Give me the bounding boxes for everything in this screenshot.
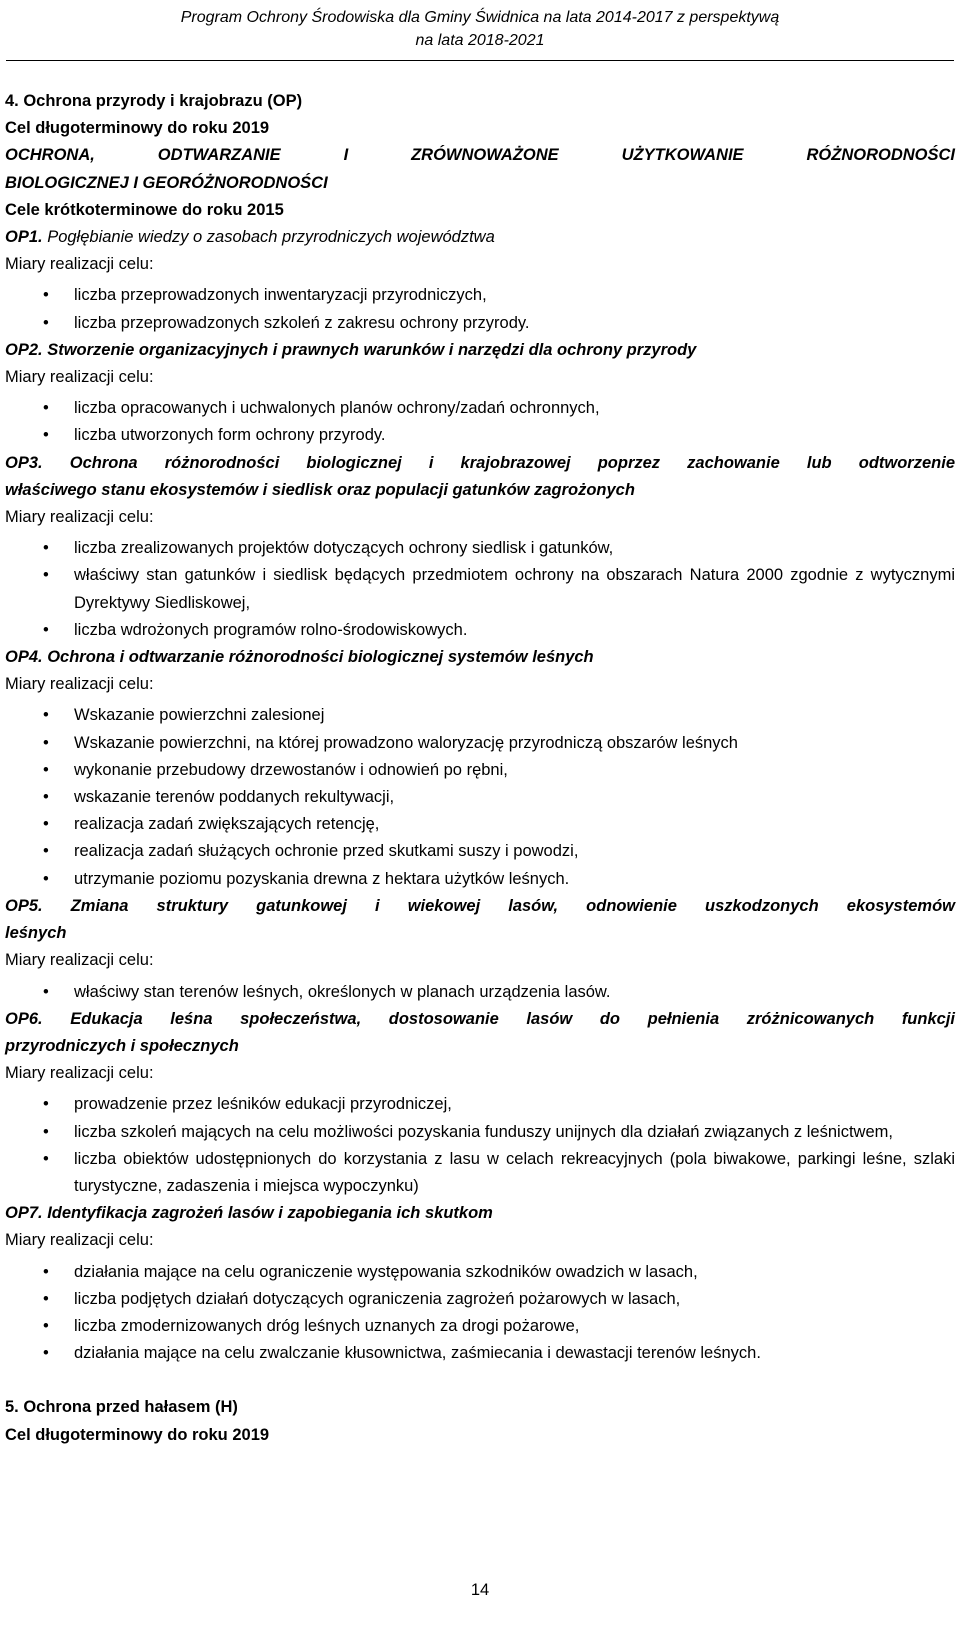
- bullet-icon: •: [43, 733, 49, 752]
- document-header: [0, 6, 960, 52]
- bullet-icon: •: [43, 1095, 49, 1114]
- goal-op6-title-line-1: Edukacja leśna społeczeństwa, dostosowanie lasów do pełnienia zróżnicowanych funkcji: [70, 1009, 955, 1028]
- goal-op3-code: OP3.: [5, 453, 43, 472]
- list-item: • liczba zmodernizowanych dróg leśnych uznanych za drogi pożarowe,: [5, 1313, 955, 1340]
- list-item: • realizacja zadań zwiększających retencję,: [5, 811, 955, 838]
- goal-op3-title-line-2: właściwego stanu ekosystemów i siedlisk oraz populacji gatunków zagrożonych: [5, 480, 635, 499]
- section-4-long-term-label: Cel długoterminowy do roku 2019: [5, 119, 270, 138]
- section-4-title: 4. Ochrona przyrody i krajobrazu (OP): [5, 92, 303, 110]
- goal-op7-code: OP7.: [5, 1204, 43, 1223]
- goal-op6-heading: [5, 1006, 955, 1033]
- goal-op4-code: OP4.: [5, 648, 43, 667]
- list-item: • liczba przeprowadzonych szkoleń z zakresu ochrony przyrody.: [5, 310, 955, 337]
- bullet-icon: •: [43, 539, 49, 558]
- bullet-icon: •: [43, 1262, 49, 1281]
- bullet-icon: •: [43, 426, 49, 445]
- bullet-icon: •: [43, 869, 49, 888]
- goal-op1-title: Pogłębianie wiedzy o zasobach przyrodniczych województwa: [47, 228, 495, 247]
- goal-op2-code: OP2.: [5, 340, 43, 359]
- page-number: 14: [470, 1581, 490, 1599]
- bullet-icon: •: [43, 1149, 49, 1168]
- goal-op4-heading: [5, 644, 955, 671]
- bullet-icon: •: [43, 620, 49, 639]
- goal-op7-measures-label: Miary realizacji celu:: [5, 1231, 154, 1250]
- bullet-icon: •: [43, 706, 49, 725]
- goal-op3-measures-list: [5, 531, 955, 644]
- list-item: • prowadzenie przez leśników edukacji przyrodniczej,: [5, 1091, 955, 1118]
- header-line-2: na lata 2018-2021: [415, 32, 545, 49]
- section-spacer: [5, 1367, 955, 1394]
- header-divider: [6, 60, 954, 61]
- goal-op1-heading: [5, 224, 955, 251]
- bullet-icon: •: [43, 286, 49, 305]
- list-item: • liczba obiektów udostępnionych do korzystania z lasu w celach rekreacyjnych (pola biwakowe, parkingi leśne, szlaki turystyczne, zadaszenia i miejsca wypoczynku): [5, 1146, 955, 1200]
- goal-op4-measures-list: [5, 698, 955, 892]
- goal-op5-measures-label: Miary realizacji celu:: [5, 951, 154, 970]
- document-body: [5, 88, 955, 1449]
- list-item: • liczba utworzonych form ochrony przyrody.: [5, 422, 955, 449]
- bullet-icon: •: [43, 1289, 49, 1308]
- section-4-long-term-goal-line-1: OCHRONA, ODTWARZANIE I ZRÓWNOWAŻONE UŻYTKOWANIE RÓŻNORODNOŚCI: [5, 146, 955, 165]
- bullet-icon: •: [43, 399, 49, 418]
- goal-op3-measures-label: Miary realizacji celu:: [5, 508, 154, 527]
- goal-op5-title-line-2: leśnych: [5, 924, 67, 943]
- goal-op2-measures-list: [5, 391, 955, 449]
- bullet-icon: •: [43, 788, 49, 807]
- bullet-icon: •: [43, 982, 49, 1001]
- bullet-icon: •: [43, 313, 49, 332]
- goal-op7-heading: [5, 1200, 955, 1227]
- list-item: • liczba szkoleń mających na celu możliwości pozyskania funduszy unijnych dla działań związanych z leśnictwem,: [5, 1119, 955, 1146]
- list-item: • liczba podjętych działań dotyczących ograniczenia zagrożeń pożarowych w lasach,: [5, 1286, 955, 1313]
- list-item: • Wskazanie powierzchni zalesionej: [5, 702, 955, 729]
- section-5-title: 5. Ochrona przed hałasem (H): [5, 1398, 238, 1417]
- list-item: • liczba zrealizowanych projektów dotyczących ochrony siedlisk i gatunków,: [5, 535, 955, 562]
- goal-op6-code: OP6.: [5, 1009, 43, 1028]
- header-line-1: Program Ochrony Środowiska dla Gminy Świdnica na lata 2014-2017 z perspektywą: [180, 9, 780, 26]
- list-item: • działania mające na celu ograniczenie występowania szkodników owadzich w lasach,: [5, 1259, 955, 1286]
- bullet-icon: •: [43, 1122, 49, 1141]
- goal-op5-measures-list: [5, 975, 955, 1006]
- goal-op7-title: Identyfikacja zagrożeń lasów i zapobiegania ich skutkom: [47, 1204, 493, 1223]
- section-5-long-term-label: Cel długoterminowy do roku 2019: [5, 1425, 270, 1444]
- bullet-icon: •: [43, 1344, 49, 1363]
- goal-op1-measures-label: Miary realizacji celu:: [5, 255, 154, 274]
- section-4-long-term-goal-line-2: BIOLOGICZNEJ I GEORÓŻNORODNOŚCI: [5, 173, 328, 192]
- goal-op7-measures-list: [5, 1255, 955, 1368]
- goal-op3-title-line-1: Ochrona różnorodności biologicznej i krajobrazowej poprzez zachowanie lub odtworzenie: [69, 453, 955, 472]
- goal-op1-measures-list: [5, 278, 955, 336]
- bullet-icon: •: [43, 842, 49, 861]
- list-item: • utrzymanie poziomu pozyskania drewna z hektara użytków leśnych.: [5, 866, 955, 893]
- goal-op5-code: OP5.: [5, 896, 43, 915]
- list-item: • działania mające na celu zwalczanie kłusownictwa, zaśmiecania i dewastacji terenów leśnych.: [5, 1340, 955, 1367]
- bullet-icon: •: [43, 1316, 49, 1335]
- goal-op2-measures-label: Miary realizacji celu:: [5, 368, 154, 387]
- list-item: • Wskazanie powierzchni, na której prowadzono waloryzację przyrodniczą obszarów leśnych: [5, 730, 955, 757]
- goal-op4-measures-label: Miary realizacji celu:: [5, 675, 154, 694]
- goal-op4-title: Ochrona i odtwarzanie różnorodności biologicznej systemów leśnych: [47, 648, 594, 667]
- goal-op6-title-line-2: przyrodniczych i społecznych: [5, 1036, 239, 1055]
- goal-op6-measures-list: [5, 1087, 955, 1200]
- list-item: • wykonanie przebudowy drzewostanów i odnowień po rębni,: [5, 757, 955, 784]
- goal-op5-heading: [5, 893, 955, 920]
- list-item: • właściwy stan gatunków i siedlisk będących przedmiotem ochrony na obszarach Natura 2000 zgodnie z wytycznymi Dyrektywy Siedliskowej,: [5, 562, 955, 616]
- goal-op3-heading: [5, 450, 955, 477]
- list-item: • liczba wdrożonych programów rolno-środowiskowych.: [5, 617, 955, 644]
- bullet-icon: •: [43, 815, 49, 834]
- bullet-icon: •: [43, 566, 49, 585]
- list-item: • realizacja zadań służących ochronie przed skutkami suszy i powodzi,: [5, 838, 955, 865]
- section-4-short-term-label: Cele krótkoterminowe do roku 2015: [5, 200, 284, 219]
- bullet-icon: •: [43, 760, 49, 779]
- list-item: • liczba przeprowadzonych inwentaryzacji przyrodniczych,: [5, 282, 955, 309]
- list-item: • wskazanie terenów poddanych rekultywacji,: [5, 784, 955, 811]
- list-item: • liczba opracowanych i uchwalonych planów ochrony/zadań ochronnych,: [5, 395, 955, 422]
- goal-op5-title-line-1: Zmiana struktury gatunkowej i wiekowej lasów, odnowienie uszkodzonych ekosystemów: [70, 896, 955, 915]
- goal-op2-title: Stworzenie organizacyjnych i prawnych warunków i narzędzi dla ochrony przyrody: [47, 340, 697, 359]
- goal-op2-heading: [5, 337, 955, 364]
- goal-op1-code: OP1.: [5, 228, 43, 247]
- list-item: • właściwy stan terenów leśnych, określonych w planach urządzenia lasów.: [5, 979, 955, 1006]
- goal-op6-measures-label: Miary realizacji celu:: [5, 1064, 154, 1083]
